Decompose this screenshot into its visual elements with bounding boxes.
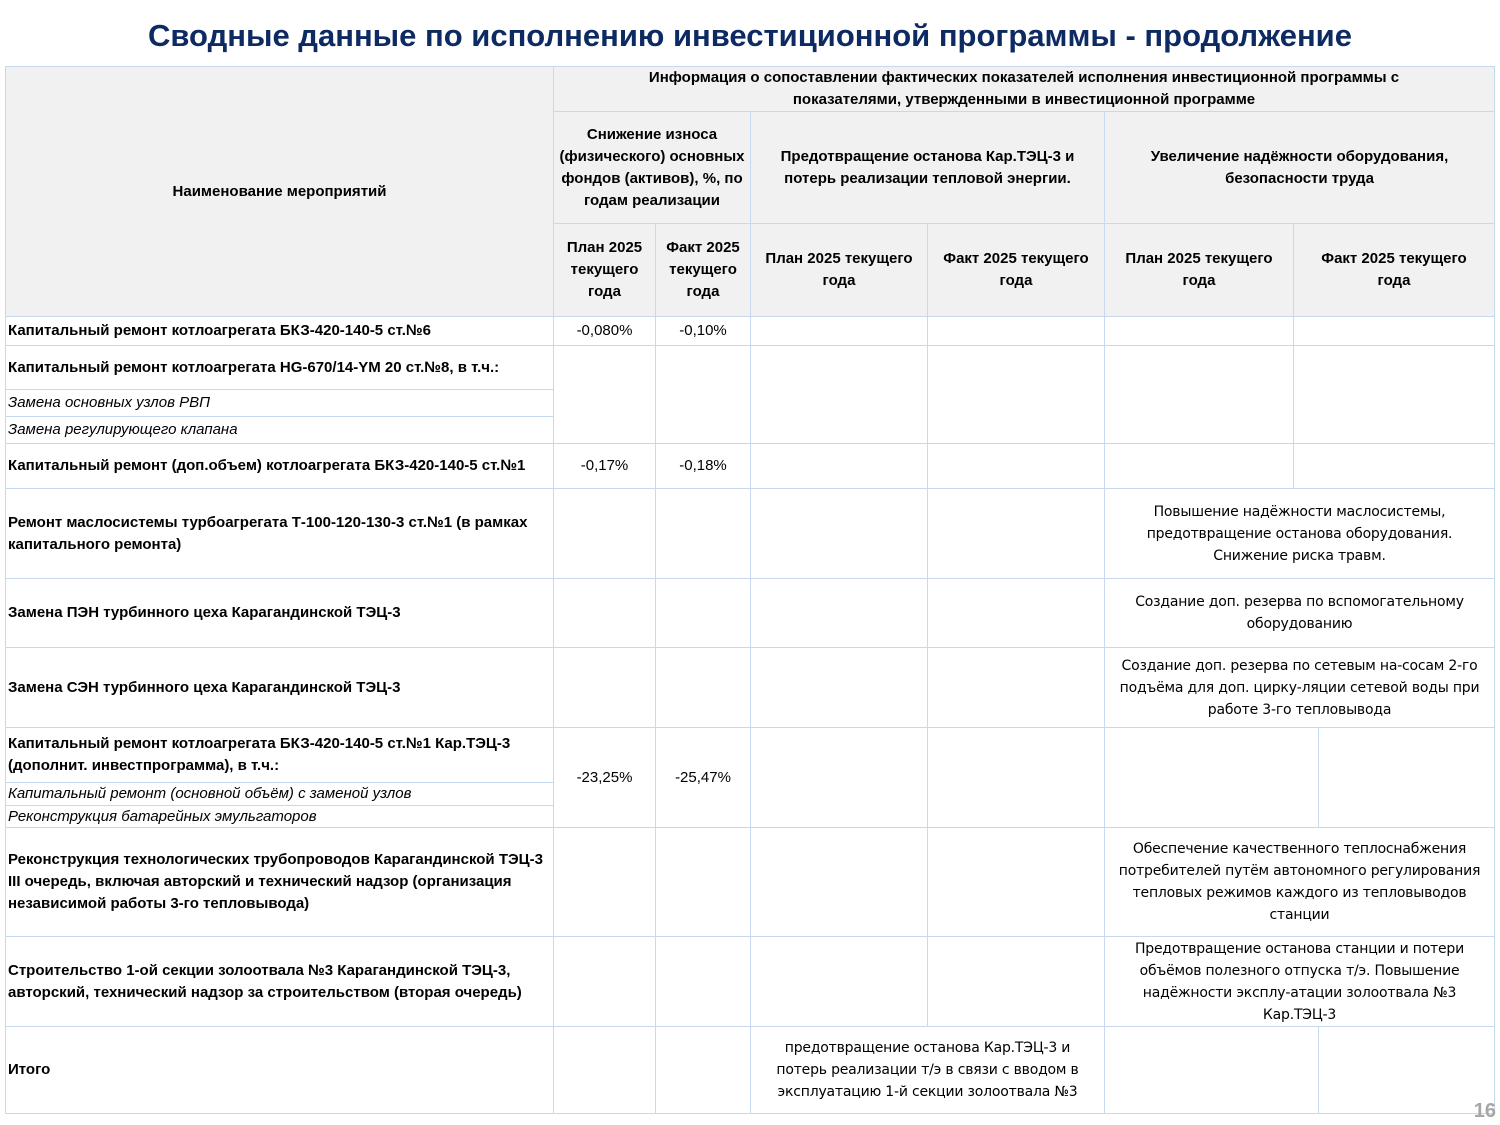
cell-empty	[553, 1026, 656, 1114]
header-g3-fact: Факт 2025 текущего года	[1293, 223, 1495, 317]
cell-empty	[927, 488, 1105, 579]
cell-g1-fact: -0,18%	[655, 443, 751, 489]
cell-empty	[750, 443, 928, 489]
cell-note-g3: Обеспечение качественного теплоснабжения потребителей путём автономного регулирования тепловых режимов каждого из тепловыводов станции	[1104, 827, 1495, 937]
cell-empty	[1104, 1026, 1319, 1114]
cell-g1-plan: -0,080%	[553, 316, 656, 346]
cell-empty	[927, 647, 1105, 728]
table-row-subitem: Капитальный ремонт (основной объём) с заменой узлов	[5, 782, 554, 806]
cell-empty	[750, 316, 928, 346]
header-g2-plan: План 2025 текущего года	[750, 223, 928, 317]
cell-empty	[553, 488, 656, 579]
header-name: Наименование мероприятий	[5, 66, 554, 317]
cell-empty	[750, 488, 928, 579]
table-row-name: Капитальный ремонт котлоагрегата HG-670/14-YM 20 ст.№8, в т.ч.:	[5, 345, 554, 390]
cell-empty	[553, 345, 656, 444]
cell-empty	[655, 345, 751, 444]
cell-empty	[750, 578, 928, 648]
table-row-name: Капитальный ремонт (доп.объем) котлоагрегата БКЗ-420-140-5 ст.№1	[5, 443, 554, 489]
page-number: 16	[1473, 1100, 1496, 1122]
cell-empty	[1104, 727, 1319, 828]
cell-empty	[750, 827, 928, 937]
header-g1-fact: Факт 2025 текущего года	[655, 223, 751, 317]
table-row-name: Строительство 1-ой секции золоотвала №3 Карагандинской ТЭЦ-3, авторский, технический надзор за строительством (вторая очередь)	[5, 936, 554, 1027]
cell-g1-plan: -23,25%	[553, 727, 656, 828]
cell-empty	[927, 936, 1105, 1027]
cell-empty	[655, 578, 751, 648]
cell-g1-fact: -25,47%	[655, 727, 751, 828]
cell-empty	[655, 827, 751, 937]
cell-note-g3: Повышение надёжности маслосистемы, предотвращение останова оборудования. Снижение риска травм.	[1104, 488, 1495, 579]
cell-empty	[927, 578, 1105, 648]
cell-empty	[1318, 727, 1495, 828]
cell-empty	[1293, 443, 1495, 489]
table-row-name: Замена ПЭН турбинного цеха Карагандинской ТЭЦ-3	[5, 578, 554, 648]
cell-empty	[750, 936, 928, 1027]
cell-empty	[927, 827, 1105, 937]
cell-empty	[927, 345, 1105, 444]
cell-empty	[553, 936, 656, 1027]
cell-empty	[553, 578, 656, 648]
table-row-total: Итого	[5, 1026, 554, 1114]
cell-empty	[927, 443, 1105, 489]
header-g3-plan: План 2025 текущего года	[1104, 223, 1294, 317]
cell-empty	[750, 345, 928, 444]
header-group-title: Информация о сопоставлении фактических показателей исполнения инвестиционной программы с показателями, утвержденными в инвестиционной программе	[553, 66, 1495, 112]
header-g2-fact: Факт 2025 текущего года	[927, 223, 1105, 317]
cell-note-g3: Создание доп. резерва по вспомогательному оборудованию	[1104, 578, 1495, 648]
table-row-name: Капитальный ремонт котлоагрегата БКЗ-420-140-5 ст.№6	[5, 316, 554, 346]
table-row-name: Реконструкция технологических трубопроводов Карагандинской ТЭЦ-3 III очередь, включая авторский и технический надзор (организация независимой работы 3-го тепловывода)	[5, 827, 554, 937]
cell-empty	[927, 727, 1105, 828]
cell-g1-plan: -0,17%	[553, 443, 656, 489]
cell-note-g3: Предотвращение останова станции и потери объёмов полезного отпуска т/э. Повышение надёжности эксплу-атации золоотвала №3 Кар.ТЭЦ-3	[1104, 936, 1495, 1027]
cell-empty	[655, 1026, 751, 1114]
cell-empty	[1104, 443, 1294, 489]
table-row-subitem: Замена основных узлов РВП	[5, 389, 554, 417]
header-group3: Увеличение надёжности оборудования, безопасности труда	[1104, 111, 1495, 224]
cell-empty	[927, 316, 1105, 346]
cell-empty	[1104, 345, 1294, 444]
cell-g1-fact: -0,10%	[655, 316, 751, 346]
cell-note-g2: предотвращение останова Кар.ТЭЦ-3 и потерь реализации т/э в связи с вводом в эксплуатацию 1-й секции золоотвала №3	[750, 1026, 1105, 1114]
cell-empty	[655, 936, 751, 1027]
cell-empty	[1293, 316, 1495, 346]
table-row-subitem: Реконструкция батарейных эмульгаторов	[5, 805, 554, 828]
table-row-name: Капитальный ремонт котлоагрегата БКЗ-420-140-5 ст.№1 Кар.ТЭЦ-3 (дополнит. инвестпрограмма), в т.ч.:	[5, 727, 554, 783]
cell-empty	[750, 647, 928, 728]
cell-empty	[750, 727, 928, 828]
table-row-name: Замена СЭН турбинного цеха Карагандинской ТЭЦ-3	[5, 647, 554, 728]
header-group2: Предотвращение останова Кар.ТЭЦ-3 и потерь реализации тепловой энергии.	[750, 111, 1105, 224]
header-g1-plan: План 2025 текущего года	[553, 223, 656, 317]
cell-empty	[553, 827, 656, 937]
page-title: Сводные данные по исполнению инвестиционной программы - продолжение	[148, 18, 1352, 53]
cell-empty	[1318, 1026, 1495, 1114]
header-group1: Снижение износа (физического) основных фондов (активов), %, по годам реализации	[553, 111, 751, 224]
cell-empty	[655, 647, 751, 728]
cell-empty	[1293, 345, 1495, 444]
table-row-name: Ремонт маслосистемы турбоагрегата Т-100-120-130-3 ст.№1 (в рамках капитального ремонта)	[5, 488, 554, 579]
cell-empty	[655, 488, 751, 579]
cell-empty	[1104, 316, 1294, 346]
table-row-subitem: Замена регулирующего клапана	[5, 416, 554, 444]
cell-empty	[553, 647, 656, 728]
cell-note-g3: Создание доп. резерва по сетевым на-сосам 2-го подъёма для доп. цирку-ляции сетевой воды при работе 3-го тепловывода	[1104, 647, 1495, 728]
